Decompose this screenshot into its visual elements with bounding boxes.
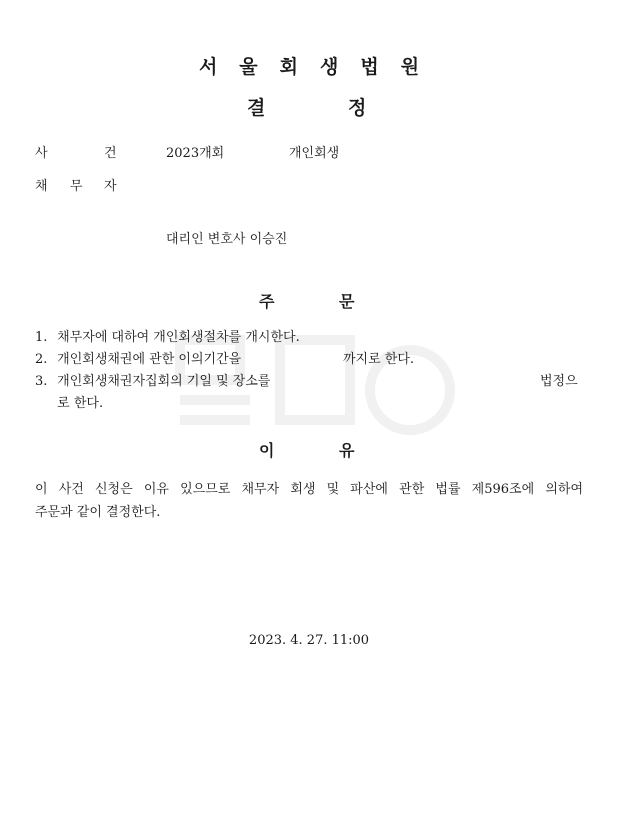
decision-date: 2023. 4. 27. 11:00 <box>248 633 370 648</box>
order-item-3-continued: 로 한다. <box>57 396 104 411</box>
case-number: 2023개회 <box>166 146 225 161</box>
reason-line-1: 이 사건 신청은 이유 있으므로 채무자 회생 및 파산에 관한 법률 제596조에 의하여 <box>35 482 583 497</box>
order-heading-right: 문 <box>339 292 355 311</box>
order-item-3: 3. 개인회생채권자집회의 기일 및 장소를 법정으 <box>35 374 578 389</box>
court-name: 서울회생법원 <box>198 56 442 78</box>
order-heading-left: 주 <box>259 292 275 311</box>
order-item-1: 1. 채무자에 대하여 개인회생절차를 개시한다. <box>35 330 300 345</box>
order-list <box>35 327 585 415</box>
order-item-2: 2. 개인회생채권에 관한 이의기간을 까지로 한다. <box>35 352 415 367</box>
reason-heading-left: 이 <box>259 441 275 460</box>
reason-heading-right: 유 <box>339 441 355 460</box>
document-title-left: 결 <box>247 97 266 119</box>
document-title-right: 정 <box>348 97 367 119</box>
debtor-agent: 대리인 변호사 이승진 <box>166 232 288 247</box>
case-type: 개인회생 <box>289 146 340 161</box>
reason-text <box>35 478 583 524</box>
reason-line-2: 주문과 같이 결정한다. <box>35 505 161 520</box>
